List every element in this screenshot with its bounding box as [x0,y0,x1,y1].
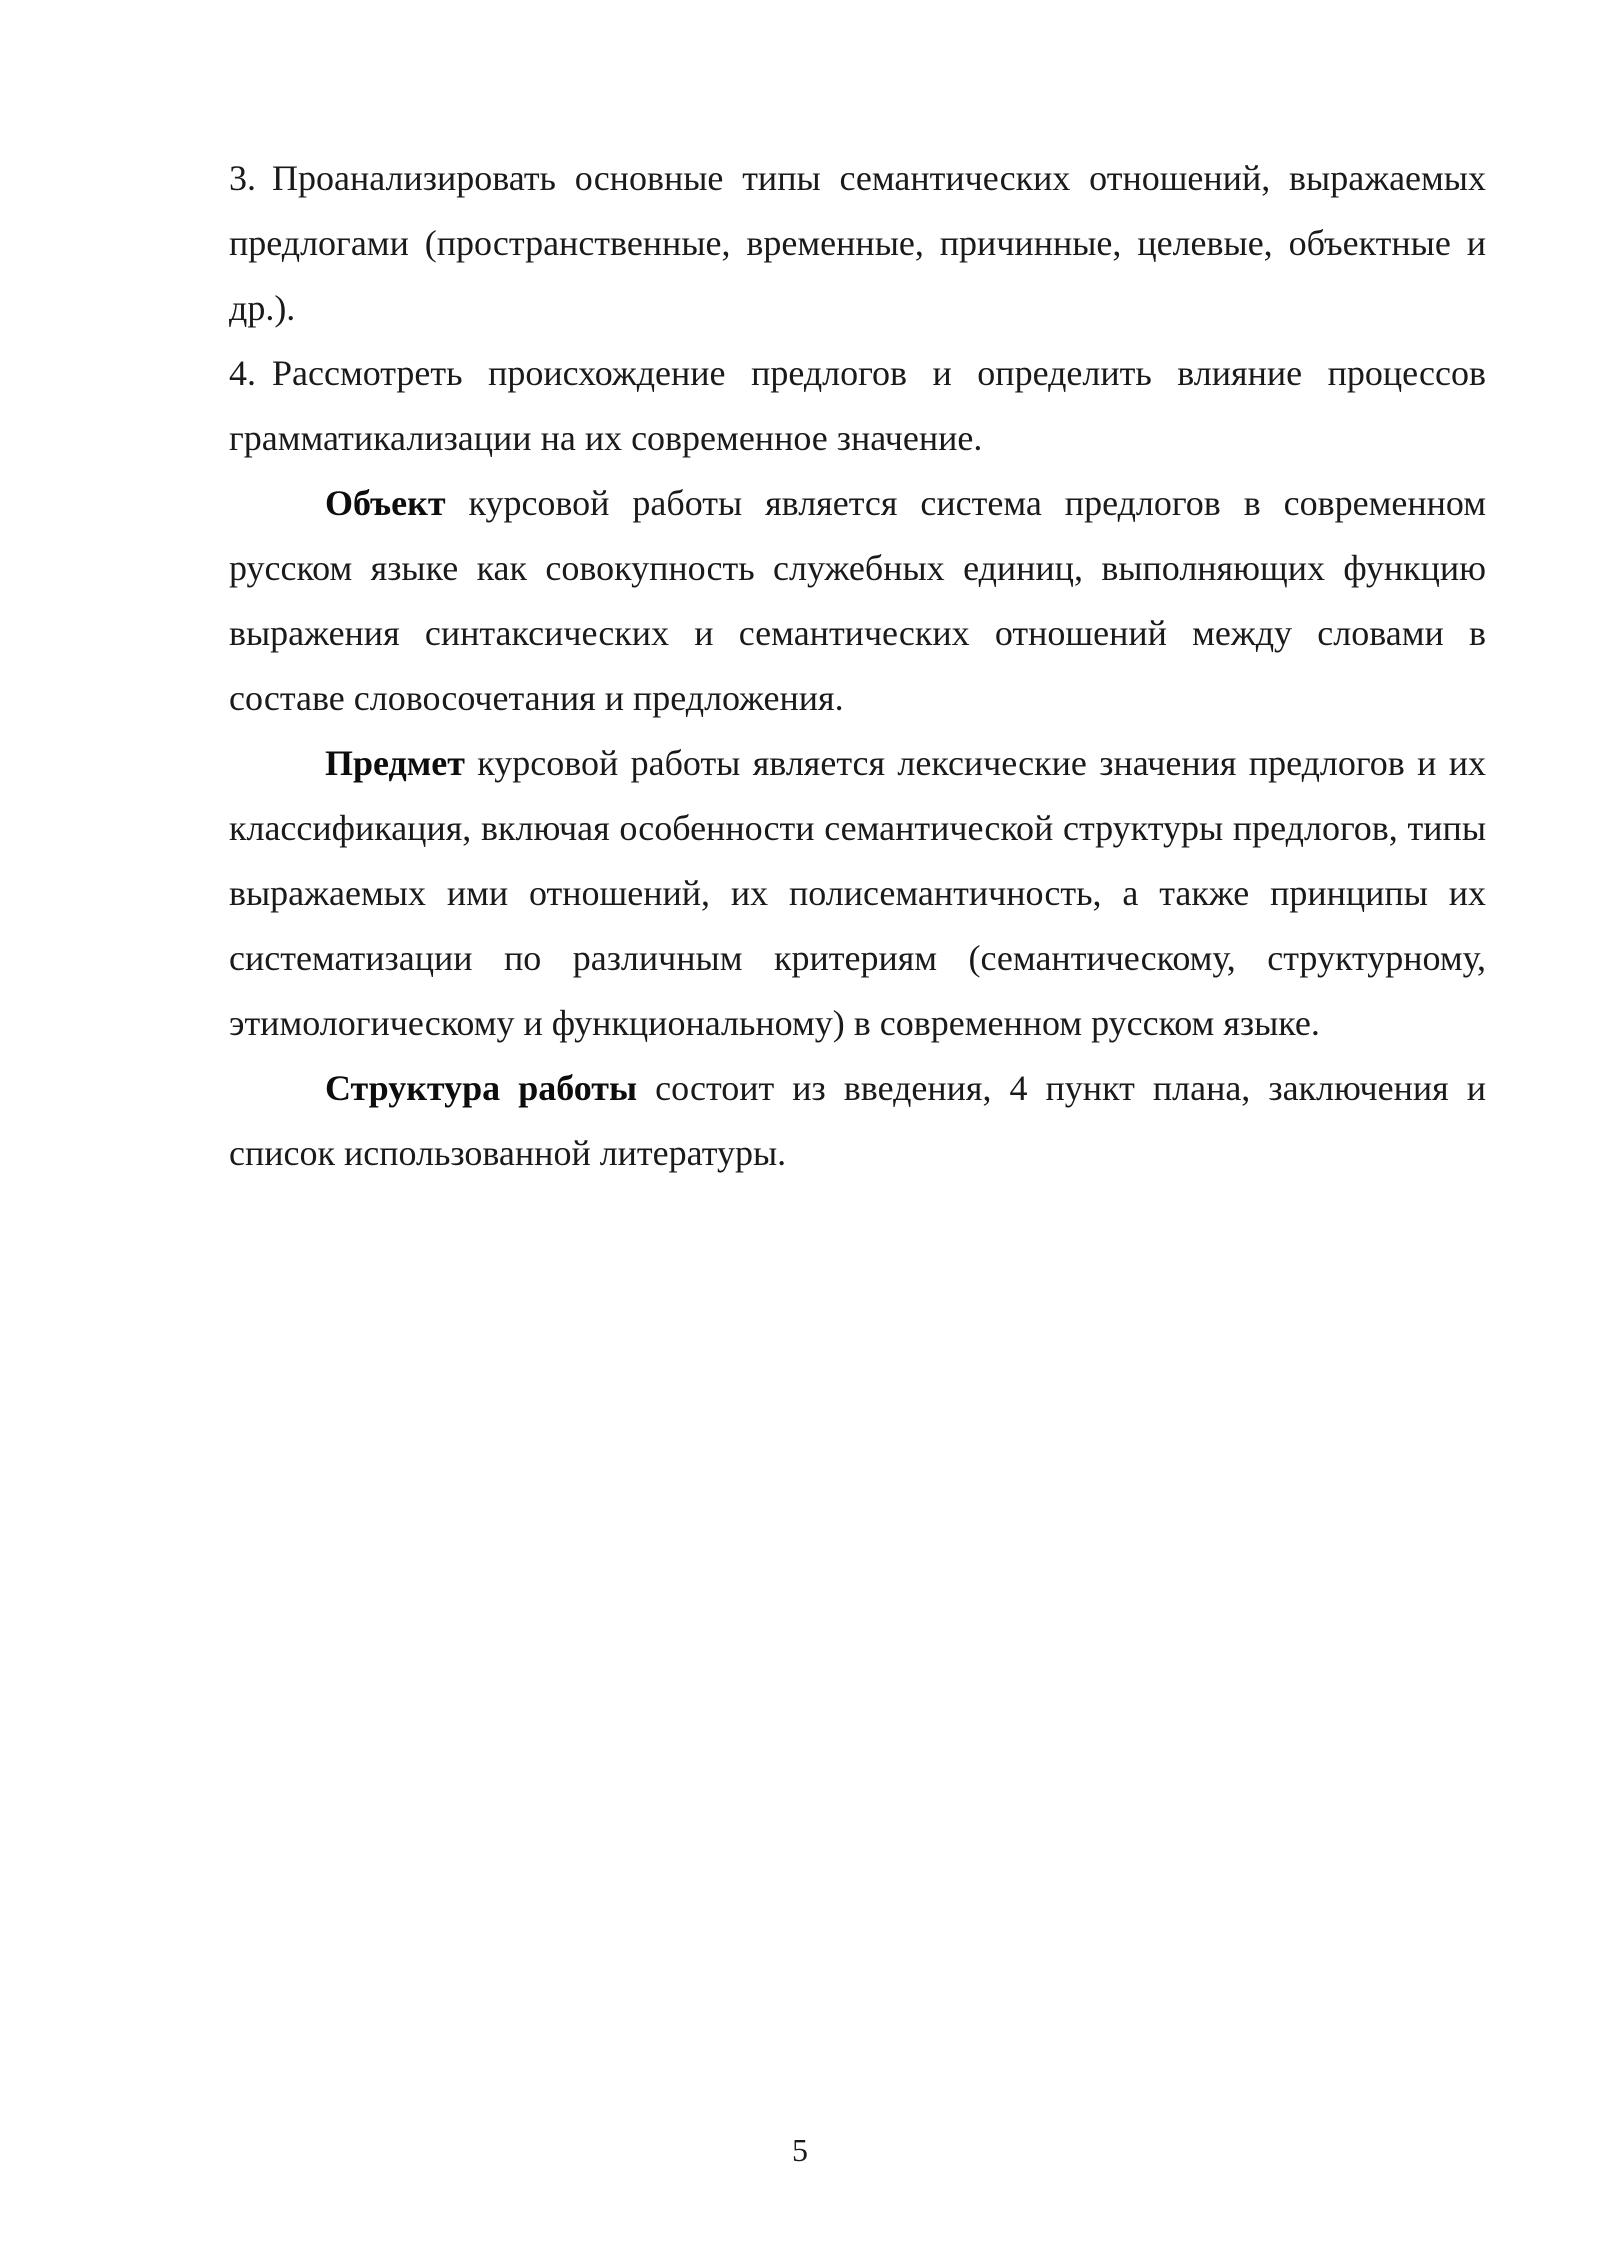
term-subject: Предмет [325,743,465,783]
term-object: Объект [325,483,446,523]
paragraph-text: курсовой работы является система предлогов в современном русском языке как совокупность служебных единиц, выполняющих функцию выражения синтаксических и семантических отношений между словами в составе словосочетания и предложения. [229,483,1486,718]
paragraph-object [229,471,1486,731]
page-number: 5 [792,2132,808,2168]
paragraph-structure [229,1056,1486,1186]
paragraph-text: состоит из введения, 4 пункт плана, заключения и список использованной литературы. [229,1068,1487,1173]
list-item-text: Рассмотреть происхождение предлогов и определить влияние процессов грамматикализации на их современное значение. [229,353,1486,458]
list-number: 3. [229,158,256,198]
term-structure: Структура работы [325,1068,638,1108]
body-text [229,146,1486,1186]
list-item-3 [229,146,1486,341]
paragraph-text: курсовой работы является лексические значения предлогов и их классификация, включая особенности семантической структуры предлогов, типы выражаемых ими отношений, их полисемантичность, а также принципы их систематизации по различным критериям (семантическому, структурному, этимологическому и функциональному) в современном русском языке. [229,743,1486,1043]
paragraph-subject [229,731,1486,1056]
list-item-4 [229,341,1486,471]
list-number: 4. [229,353,256,393]
list-item-text: Проанализировать основные типы семантических отношений, выражаемых предлогами (пространственные, временные, причинные, целевые, объектные и др.). [229,158,1486,328]
